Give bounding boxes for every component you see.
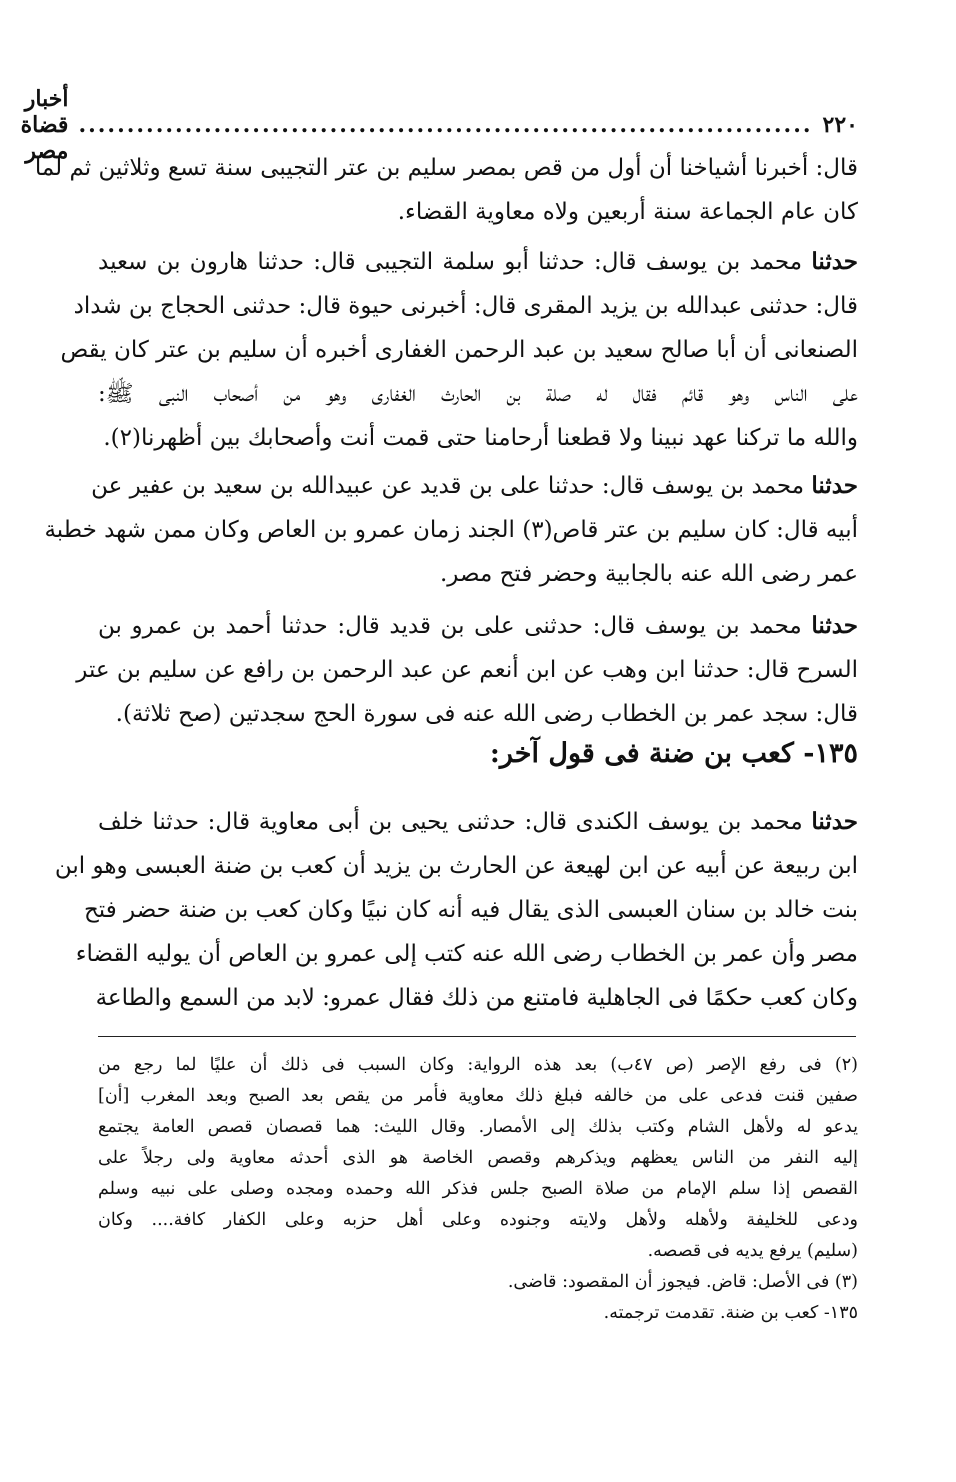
paragraph-4	[76, 604, 859, 736]
lead-word: حدثنا	[811, 612, 859, 639]
text-line: وكان كعب حكمًا فى الجاهلية فامتنع من ذلك فقال عمرو: لابد من السمع والطاعة	[95, 985, 858, 1011]
footnote-line: يدعو له ولأهل الشام وكتب بذلك إلى الأمصار. وقال الليث: هما قصصان قصص العامة يجتمع	[98, 1117, 858, 1137]
paragraph-2	[60, 240, 859, 460]
text-line	[91, 464, 858, 508]
page-number: ٢٢٠	[822, 112, 858, 138]
text-line: قال: أخبرنا أشياخنا أن أول من قص بمصر سليم بن عتر التجيبى سنة تسع وثلاثين ثم لما	[34, 155, 858, 181]
footnote-line: (٣) فى الأصل: قاض. فيجوز أن المقصود: قاضى.	[507, 1272, 858, 1292]
header-leader-dots: ............................................................................	[78, 112, 813, 138]
section-title: كعب بن ضنة فى قول آخر:	[489, 738, 794, 769]
footnote-line: (٢) فى رفع الإصر (ص ٤٧ب) بعد هذه الرواية: وكان السبب فى ذلك أن عليًا لما رجع من	[98, 1055, 858, 1075]
text-line: السرح قال: حدثنا ابن وهب عن ابن أنعم عن عبد الرحمن بن رافع عن سليم بن عتر	[76, 657, 858, 683]
line-text: محمد بن يوسف قال: حدثنى على بن قديد قال: حدثنا أحمد بن عمرو بن	[98, 613, 802, 639]
text-line: كان عام الجماعة سنة أربعين ولاه معاوية القضاء.	[397, 199, 858, 225]
footnotes	[98, 1050, 858, 1329]
line-text: محمد بن يوسف قال: حدثنا أبو سلمة التجيبى قال: حدثنا هارون بن سعيد	[98, 249, 803, 275]
text-line: والله ما تركنا عهد نبينا ولا قطعنا أرحامنا حتى قمت أنت وأصحابك بين أظهرنا(٢).	[103, 425, 858, 451]
text-line: ابن ربيعة عن أبيه عن ابن لهيعة عن الحارث بن يزيد أن كعب بن ضنة العبسى وهو ابن	[54, 853, 858, 879]
lead-word: حدثنا	[811, 248, 859, 275]
line-text: محمد بن يوسف الكندى قال: حدثنى يحيى بن أبى معاوية قال: حدثنا خلف	[98, 809, 803, 835]
text-line: قال: حدثنى عبدالله بن يزيد المقرى قال: أخبرنى حيوة قال: حدثنى الحجاج بن شداد	[73, 293, 858, 319]
footnote-line: إليه النفر من الناس يعظهم ويذكرهم وقصص الخاصة هو الذى أحدثه معاوية ولى رجلاً على	[98, 1148, 858, 1168]
text-line: الصنعانى أن أبا صالح سعيد بن عبد الرحمن الغفارى أخبره أن سليم بن عتر كان يقص	[60, 337, 858, 363]
footnote-line: ١٣٥- كعب بن ضنة. تقدمت ترجمته.	[603, 1303, 858, 1323]
paragraph-3	[44, 464, 858, 596]
footnote-line: القصص إذا سلم الإمام من صلاة الصبح جلس فذكر الله وحمده ومجده وصلى على نبيه وسلم	[98, 1179, 858, 1199]
line-text: محمد بن يوسف قال: حدثنا على بن قديد عن عبيدالله بن سعيد بن عفير عن	[91, 473, 805, 499]
text-line	[98, 800, 858, 844]
footnote-line: (سليم) يرفع يديه فى قصصه.	[647, 1241, 858, 1261]
lead-word: حدثنا	[811, 472, 858, 499]
paragraph-1	[34, 146, 858, 234]
text-line: مصر وأن عمر بن الخطاب رضى الله عنه كتب إلى عمرو بن العاص أن يوليه القضاء	[75, 941, 858, 967]
text-line: على الناس وهو قائم فقال له صلة بن الحارث الغفارى وهو من أصحاب النبى ﷺ:	[98, 381, 858, 407]
text-line: أبيه قال: كان سليم بن عتر قاص(٣) الجند زمان عمرو بن العاص وكان ممن شهد خطبة	[44, 517, 858, 543]
lead-word: حدثنا	[811, 808, 858, 835]
book-title: أخبار قضاة مصر	[20, 86, 69, 164]
footnote-line: ودعى للخليفة ولأهله ولأهل ولايته وجنوده وعلى أهل حزبه وعلى الكفار كافة.... وكان	[98, 1210, 858, 1230]
footnote-line: صفين قنت فدعى على من خالفه فبلغ ذلك معاوية فأمر من يقص بعد الصبح وبعد المغرب [أن]	[98, 1086, 858, 1106]
text-line	[98, 240, 858, 284]
text-line: قال: سجد عمر بن الخطاب رضى الله عنه فى سورة الحج سجدتين (صح ثلاثة).	[115, 701, 858, 727]
section-paragraph	[54, 800, 858, 1020]
section-number: ١٣٥-	[803, 738, 858, 769]
footnote-divider	[98, 1036, 856, 1037]
running-header	[20, 86, 858, 164]
text-line: بنت خالد بن سنان العبسى الذى يقال فيه أنه كان نبيًا وكان كعب بن ضنة حضر فتح	[83, 897, 858, 923]
text-line	[98, 604, 858, 648]
text-line: عمر رضى الله عنه بالجابية وحضر فتح مصر.	[440, 561, 858, 587]
section-heading	[98, 730, 858, 778]
